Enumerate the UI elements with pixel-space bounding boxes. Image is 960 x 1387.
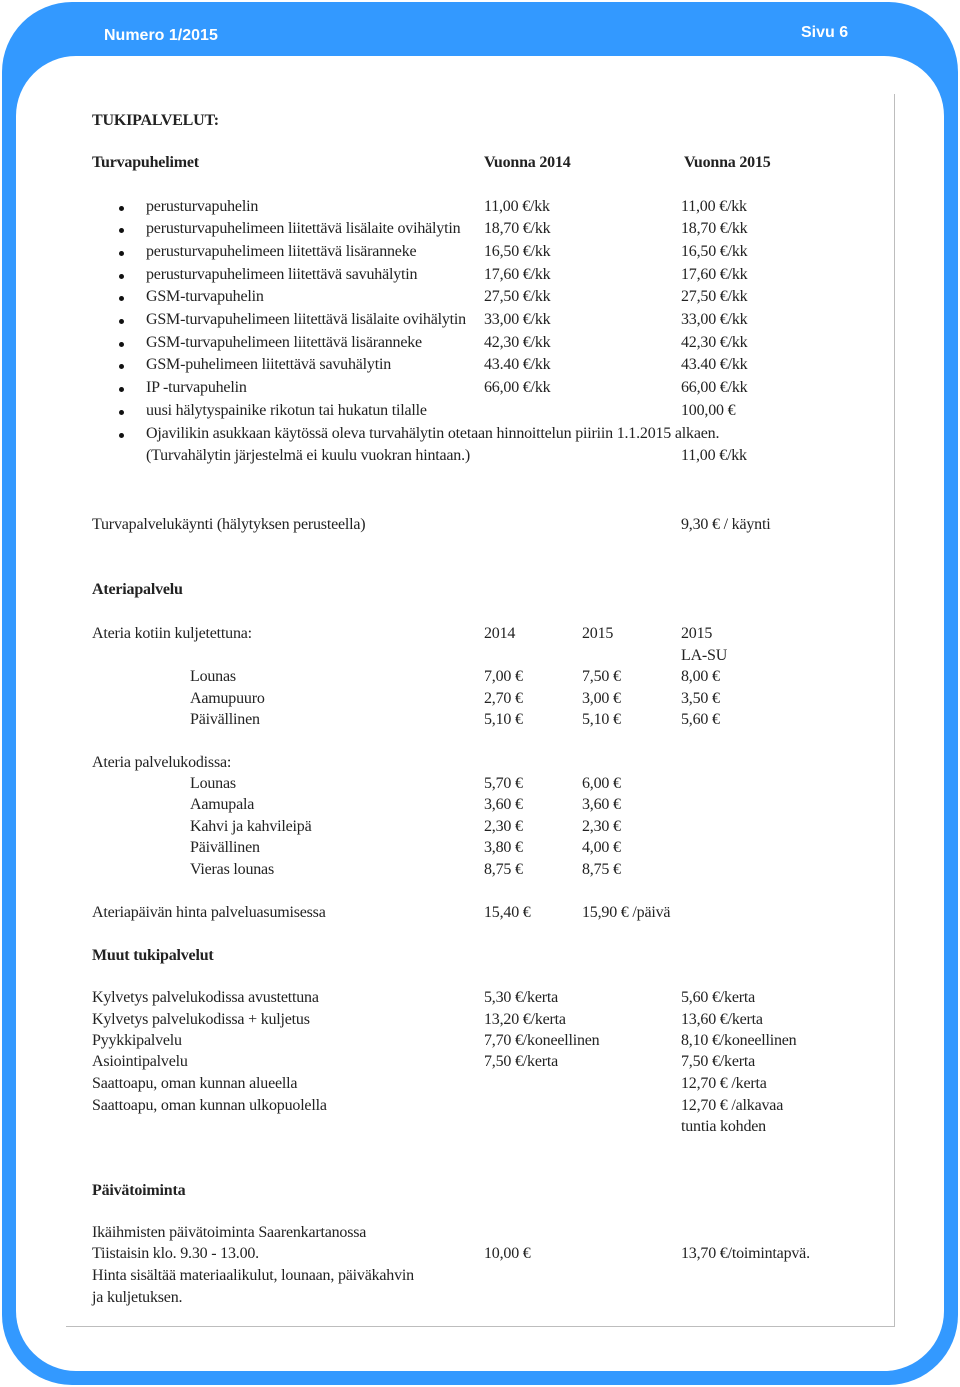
muut-title: Muut tukipalvelut [92,947,214,964]
ateria-day-label: Ateriapäivän hinta palveluasumisessa [92,904,326,921]
turva-item-label: GSM-puhelimeen liitettävä savuhälytin [146,356,391,373]
turva-item-2014: 33,00 €/kk [484,311,551,328]
ateria-center-row-2014: 8,75 € [484,861,523,878]
bullet [119,342,124,347]
ateria-center-row-2015: 6,00 € [582,775,621,792]
visit-label: Turvapalvelukäynti (hälytyksen perusteella) [92,516,366,533]
turva-item-2015: 33,00 €/kk [681,311,748,328]
visit-price: 9,30 € / käynti [681,516,771,533]
ateria-home-row-weekend: 8,00 € [681,668,720,685]
ateria-day-2014: 15,40 € [484,904,531,921]
turva-item-2014: 43.40 €/kk [484,356,551,373]
ateria-center-row-2014: 5,70 € [484,775,523,792]
turva-item-label: IP -turvapuhelin [146,379,247,396]
turva-title: Turvapuhelimet [92,154,199,171]
muut-row-2014: 7,50 €/kerta [484,1053,559,1070]
bullet [119,364,124,369]
ateria-home-row-2014: 7,00 € [484,668,523,685]
ateria-home-row-label: Lounas [190,668,236,685]
ateria-home-col-2014: 2014 [484,625,516,642]
muut-row-2014: 13,20 €/kerta [484,1011,566,1028]
ateria-home-col-2015: 2015 [582,625,614,642]
muut-row-label: Kylvetys palvelukodissa avustettuna [92,989,319,1006]
muut-row-2015: 12,70 € /alkavaa [681,1097,784,1114]
turva-item-2015: 27,50 €/kk [681,288,748,305]
muut-row-2014: 5,30 €/kerta [484,989,559,1006]
ateria-home-col-2015-weekend: 2015 [681,625,713,642]
paiva-line3: Hinta sisältää materiaalikulut, lounaan, päiväkahvin [92,1267,414,1284]
ojavilikki-note: (Turvahälytin järjestelmä ei kuulu vuokran hintaan.) [146,447,471,464]
ateria-center-row-2015: 8,75 € [582,861,621,878]
turva-item-2015: 18,70 €/kk [681,220,748,237]
muut-row-2015: 12,70 € /kerta [681,1075,767,1092]
bullet [119,319,124,324]
turva-item-2014: 18,70 €/kk [484,220,551,237]
bullet [119,387,124,392]
paiva-line2: Tiistaisin klo. 9.30 - 13.00. [92,1245,259,1262]
ateria-center-row-2015: 3,60 € [582,796,621,813]
turva-item-label: perusturvapuhelimeen liitettävä savuhälytin [146,266,418,283]
turva-item-2015: 17,60 €/kk [681,266,748,283]
paiva-line1: Ikäihmisten päivätoiminta Saarenkartanossa [92,1224,367,1241]
ateria-home-row-2014: 2,70 € [484,690,523,707]
turva-item-2015: 66,00 €/kk [681,379,748,396]
muut-row-label: Saattoapu, oman kunnan ulkopuolella [92,1097,327,1114]
ateria-home-row-weekend: 3,50 € [681,690,720,707]
turva-item-2014: 66,00 €/kk [484,379,551,396]
ateria-day-2015: 15,90 € /päivä [582,904,671,921]
paiva-title: Päivätoiminta [92,1182,186,1199]
turva-item-2015: 42,30 €/kk [681,334,748,351]
turva-item-label: GSM-turvapuhelin [146,288,264,305]
turva-item-2015: 11,00 €/kk [681,198,747,215]
paiva-price-2015: 13,70 €/toimintapvä. [681,1245,810,1262]
section-title: TUKIPALVELUT: [92,112,219,129]
turva-item-2015: 16,50 €/kk [681,243,748,260]
muut-row-2015: 13,60 €/kerta [681,1011,763,1028]
turva-col-2015: Vuonna 2015 [684,154,771,171]
bullet [119,410,124,415]
ateria-home-label: Ateria kotiin kuljetettuna: [92,625,252,642]
turva-item-2014: 27,50 €/kk [484,288,551,305]
turva-col-2014: Vuonna 2014 [484,154,571,171]
ojavilikki-price: 11,00 €/kk [681,447,747,464]
muut-row-2015: 8,10 €/koneellinen [681,1032,797,1049]
turva-item-2014: 16,50 €/kk [484,243,551,260]
muut-row-2015: 7,50 €/kerta [681,1053,756,1070]
ateria-home-row-2015: 5,10 € [582,711,621,728]
bullet [119,433,124,438]
bullet [119,274,124,279]
ateria-center-row-label: Aamupala [190,796,255,813]
turva-item-label: uusi hälytyspainike rikotun tai hukatun tilalle [146,402,427,419]
bullet [119,206,124,211]
bullet [119,251,124,256]
muut-row-2014: 7,70 €/koneellinen [484,1032,600,1049]
ateria-center-row-label: Kahvi ja kahvileipä [190,818,312,835]
turva-item-2014: 17,60 €/kk [484,266,551,283]
ateria-center-row-2014: 2,30 € [484,818,523,835]
ateria-center-row-2015: 4,00 € [582,839,621,856]
ateria-home-row-weekend: 5,60 € [681,711,720,728]
turva-item-label: GSM-turvapuhelimeen liitettävä lisäranneke [146,334,422,351]
ateria-center-row-2014: 3,80 € [484,839,523,856]
turva-item-2014: 11,00 €/kk [484,198,550,215]
ateria-center-row-label: Lounas [190,775,236,792]
ateria-title: Ateriapalvelu [92,581,183,598]
muut-row-label: Kylvetys palvelukodissa + kuljetus [92,1011,310,1028]
page-number: Sivu 6 [801,24,849,41]
ateria-home-row-2015: 7,50 € [582,668,621,685]
ateria-center-row-2015: 2,30 € [582,818,621,835]
ateria-home-row-label: Aamupuuro [190,690,265,707]
ateria-home-row-2014: 5,10 € [484,711,523,728]
muut-row-label: Saattoapu, oman kunnan alueella [92,1075,298,1092]
turva-item-label: perusturvapuhelin [146,198,259,215]
ateria-home-col-weekend-sub: LA-SU [681,647,728,664]
paiva-line4: ja kuljetuksen. [92,1289,183,1306]
muut-row-2015: 5,60 €/kerta [681,989,756,1006]
ateria-home-row-label: Päivällinen [190,711,260,728]
bullet [119,228,124,233]
turva-item-2015: 100,00 € [681,402,736,419]
muut-row-label: Asiointipalvelu [92,1053,188,1070]
muut-row-note: tuntia kohden [681,1118,766,1135]
ateria-center-row-label: Päivällinen [190,839,260,856]
ateria-center-row-2014: 3,60 € [484,796,523,813]
ojavilikki-text: Ojavilikin asukkaan käytössä oleva turvahälytin otetaan hinnoittelun piiriin 1.1.2015 alkaen. [146,425,720,442]
muut-row-label: Pyykkipalvelu [92,1032,182,1049]
turva-item-label: perusturvapuhelimeen liitettävä lisäranneke [146,243,417,260]
turva-item-2014: 42,30 €/kk [484,334,551,351]
ateria-center-row-label: Vieras lounas [190,861,274,878]
ateria-home-row-2015: 3,00 € [582,690,621,707]
turva-item-label: perusturvapuhelimeen liitettävä lisälaite ovihälytin [146,220,461,237]
paiva-price-2014: 10,00 € [484,1245,531,1262]
turva-item-label: GSM-turvapuhelimeen liitettävä lisälaite ovihälytin [146,311,466,328]
turva-item-2015: 43.40 €/kk [681,356,748,373]
bullet [119,296,124,301]
ateria-center-label: Ateria palvelukodissa: [92,754,232,771]
issue-number: Numero 1/2015 [104,27,218,44]
